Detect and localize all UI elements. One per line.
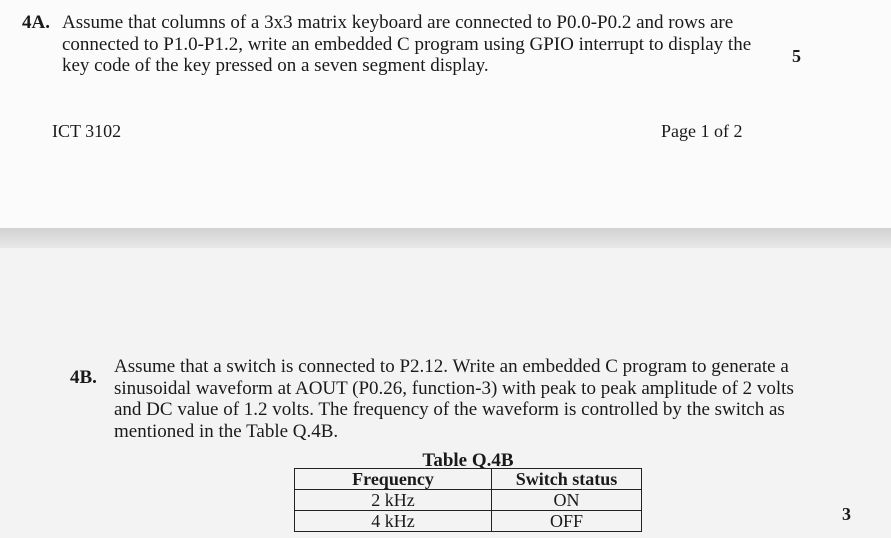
cell-switch-status: OFF bbox=[492, 511, 642, 532]
question-4a-text bbox=[62, 12, 778, 77]
question-4b-line-1: Assume that a switch is connected to P2.12. Write an embedded C program to generate a bbox=[114, 356, 789, 377]
question-4a-marks: 5 bbox=[792, 46, 801, 66]
cell-frequency: 4 kHz bbox=[295, 511, 492, 532]
question-4b-text bbox=[114, 356, 822, 442]
table-header-row bbox=[295, 469, 642, 490]
course-code: ICT 3102 bbox=[52, 121, 122, 141]
question-4a-line-3: key code of the key pressed on a seven segment display. bbox=[62, 55, 489, 76]
question-4a-line-2: connected to P1.0-P1.2, write an embedded C program using GPIO interrupt to display the bbox=[62, 33, 752, 55]
question-4b-number: 4B. bbox=[70, 367, 97, 388]
table-caption: Table Q.4B bbox=[422, 450, 514, 471]
column-header-frequency: Frequency bbox=[295, 469, 492, 490]
question-4b-line-4: mentioned in the Table Q.4B. bbox=[114, 420, 339, 442]
question-4b-line-2: sinusoidal waveform at AOUT (P0.26, function-3) with peak to peak amplitude of 2 volts bbox=[114, 377, 794, 399]
cell-switch-status: ON bbox=[492, 490, 642, 511]
question-4a-number: 4A. bbox=[22, 12, 50, 33]
frequency-switch-table bbox=[294, 468, 642, 532]
table-row bbox=[295, 490, 642, 511]
question-4a-line-1: Assume that columns of a 3x3 matrix keyboard are connected to P0.0-P0.2 and rows are bbox=[62, 12, 734, 33]
question-4b-line-3: and DC value of 1.2 volts. The frequency of the waveform is controlled by the switch as bbox=[114, 399, 785, 420]
page-separator bbox=[0, 228, 891, 248]
column-header-switch-status: Switch status bbox=[492, 469, 642, 490]
question-4b-marks: 3 bbox=[842, 504, 851, 524]
table-row bbox=[295, 511, 642, 532]
page-number: Page 1 of 2 bbox=[661, 121, 743, 141]
cell-frequency: 2 kHz bbox=[295, 490, 492, 511]
